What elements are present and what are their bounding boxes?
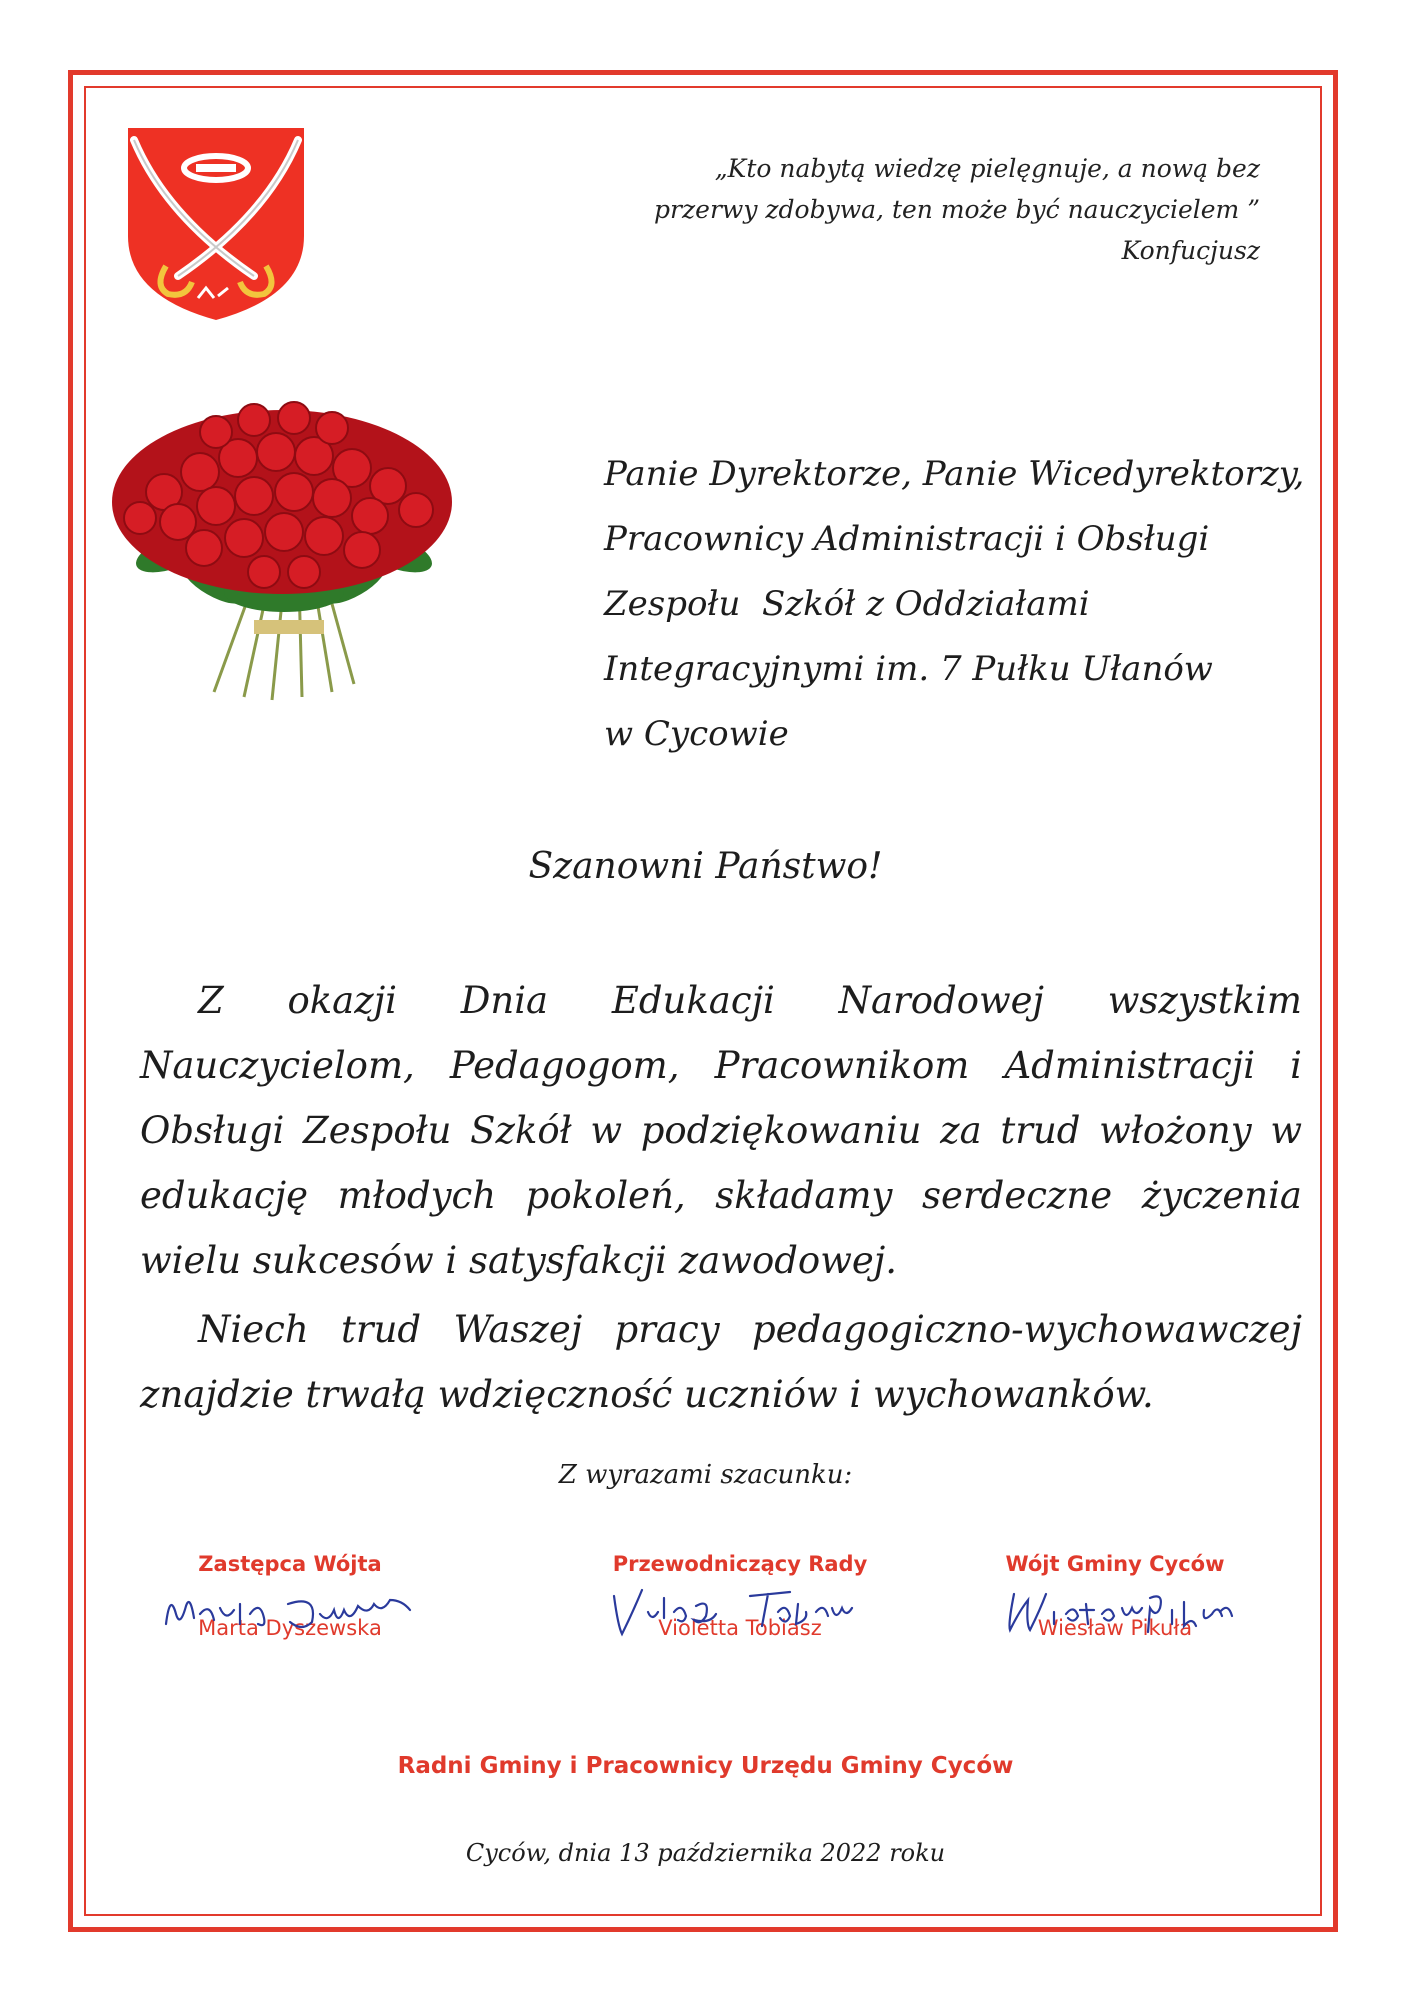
signature-role: Wójt Gminy Cyców xyxy=(1005,1552,1225,1576)
signature-block-mayor xyxy=(990,1552,1240,1640)
signature-name: Violetta Tobiasz xyxy=(658,1616,822,1640)
addressee-line-5: w Cycowie xyxy=(604,714,789,754)
handwritten-signature-icon xyxy=(160,1584,460,1640)
signature-role: Przewodniczący Rady xyxy=(612,1552,868,1576)
letter-body xyxy=(140,968,1302,1427)
footer-signatories: Radni Gminy i Pracownicy Urzędu Gminy Cyców xyxy=(397,1753,1014,1779)
date-line: Cyców, dnia 13 października 2022 roku xyxy=(465,1839,946,1867)
body-paragraph-1: Z okazji Dnia Edukacji Narodowej wszystkim Nauczycielom, Pedagogom, Pracownikom Administracji i Obsługi Zespołu Szkół w podziękowaniu za trud włożony w edukację młodych pokoleń, składamy serdeczne życzenia wielu sukcesów i satysfakcji zawodowej. xyxy=(140,979,1302,1282)
addressee-line-4: Integracyjnymi im. 7 Pułku Ułanów xyxy=(604,649,1213,689)
signature-block-deputy-mayor xyxy=(180,1552,400,1640)
signature-name: Marta Dyszewska xyxy=(198,1616,382,1640)
handwritten-signature-icon xyxy=(990,1582,1240,1638)
signature-name: Wiesław Pikuła xyxy=(1037,1616,1193,1640)
closing-phrase: Z wyrazami szacunku: xyxy=(558,1460,853,1490)
signature-role: Zastępca Wójta xyxy=(198,1552,382,1576)
addressee-line-1: Panie Dyrektorze, Panie Wicedyrektorzy, xyxy=(604,454,1305,494)
salutation: Szanowni Państwo! xyxy=(528,846,883,887)
epigraph-quote xyxy=(640,148,1260,271)
addressee-line-3: Zespołu Szkół z Oddziałami xyxy=(604,584,1090,624)
body-paragraph-2: Niech trud Waszej pracy pedagogiczno-wychowawczej znajdzie trwałą wdzięczność uczniów i wychowanków. xyxy=(140,1308,1302,1416)
quote-line-1: „Kto nabytą wiedzę pielęgnuje, a nową bez xyxy=(714,154,1260,183)
quote-line-2: przerwy zdobywa, ten może być nauczycielem ” xyxy=(654,195,1260,224)
handwritten-signature-icon xyxy=(600,1582,890,1638)
addressee-line-2: Pracownicy Administracji i Obsługi xyxy=(604,519,1210,559)
coat-of-arms-icon xyxy=(126,126,306,322)
rose-bouquet-image xyxy=(104,392,460,704)
quote-author: Konfucjusz xyxy=(1121,236,1260,265)
addressee-block xyxy=(604,442,1304,767)
signature-block-council-chair xyxy=(600,1552,880,1640)
